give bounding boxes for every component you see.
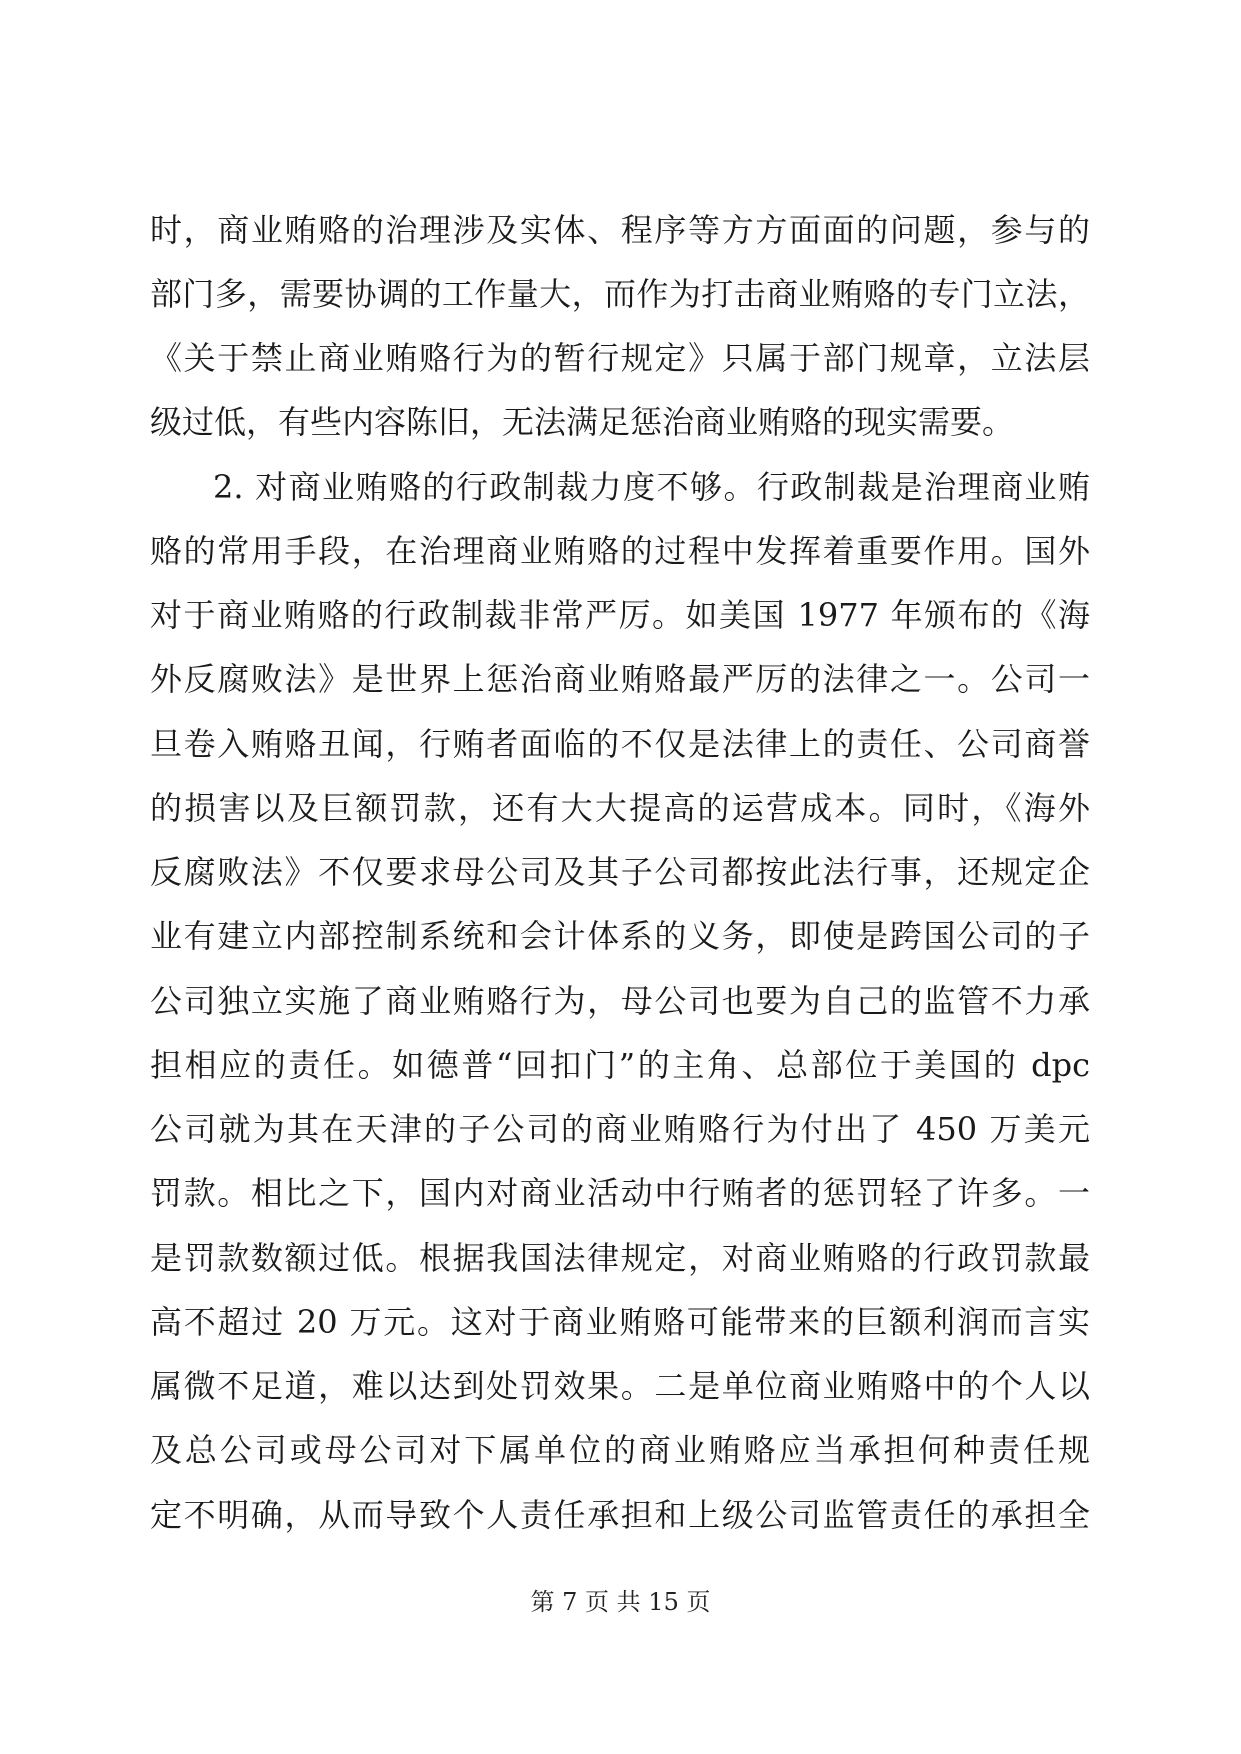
text-line	[0, 392, 1241, 452]
text-line-content: 是罚款数额过低。根据我国法律规定，对商业贿赂的行政罚款最	[150, 1239, 1090, 1277]
text-line-content: 业有建立内部控制系统和会计体系的义务，即使是跨国公司的子	[150, 917, 1090, 955]
text-line-content: 罚款。相比之下，国内对商业活动中行贿者的惩罚轻了许多。一	[150, 1174, 1090, 1212]
text-line-content: 公司独立实施了商业贿赂行为，母公司也要为自己的监管不力承	[150, 982, 1090, 1020]
text-line	[0, 778, 1241, 838]
text-line	[0, 1356, 1241, 1416]
text-line-content: 的损害以及巨额罚款，还有大大提高的运营成本。同时，《海外	[150, 789, 1090, 827]
text-line-content: 时，商业贿赂的治理涉及实体、程序等方方面面的问题，参与的	[150, 211, 1090, 249]
text-line	[0, 714, 1241, 774]
text-line-content: 高不超过 20 万元。这对于商业贿赂可能带来的巨额利润而言实	[150, 1303, 1090, 1341]
text-line	[0, 264, 1241, 324]
text-line-content: 2. 对商业贿赂的行政制裁力度不够。行政制裁是治理商业贿	[213, 468, 1090, 506]
text-line	[0, 521, 1241, 581]
text-line-content: 旦卷入贿赂丑闻，行贿者面临的不仅是法律上的责任、公司商誉	[150, 725, 1090, 763]
text-line-content: 担相应的责任。如德普“回扣门”的主角、总部位于美国的 dpc	[150, 1046, 1090, 1084]
text-line	[0, 328, 1241, 388]
text-line	[0, 1292, 1241, 1352]
text-line	[0, 1163, 1241, 1223]
text-line-content: 《关于禁止商业贿赂行为的暂行规定》只属于部门规章，立法层	[150, 339, 1090, 377]
text-line-content: 级过低，有些内容陈旧，无法满足惩治商业贿赂的现实需要。	[150, 403, 1015, 441]
text-line-content: 对于商业贿赂的行政制裁非常严厉。如美国 1977 年颁布的《海	[150, 596, 1090, 634]
text-line	[0, 906, 1241, 966]
text-line	[0, 585, 1241, 645]
text-line	[0, 1485, 1241, 1545]
text-line-content: 外反腐败法》是世界上惩治商业贿赂最严厉的法律之一。公司一	[150, 660, 1090, 698]
text-line-content: 反腐败法》不仅要求母公司及其子公司都按此法行事，还规定企	[150, 853, 1090, 891]
text-line-content: 及总公司或母公司对下属单位的商业贿赂应当承担何种责任规	[150, 1431, 1090, 1469]
text-line	[0, 1099, 1241, 1159]
text-line	[0, 649, 1241, 709]
text-line-content: 属微不足道，难以达到处罚效果。二是单位商业贿赂中的个人以	[150, 1367, 1090, 1405]
text-line-content: 部门多，需要协调的工作量大，而作为打击商业贿赂的专门立法，	[150, 275, 1090, 313]
text-line	[0, 1228, 1241, 1288]
text-line-content: 赂的常用手段，在治理商业贿赂的过程中发挥着重要作用。国外	[150, 532, 1090, 570]
text-line	[0, 842, 1241, 902]
text-line-content: 定不明确，从而导致个人责任承担和上级公司监管责任的承担全	[150, 1496, 1090, 1534]
paragraph-heading-line	[0, 457, 1241, 517]
page-number-footer: 第 7 页 共 15 页	[530, 1588, 711, 1616]
text-line	[0, 200, 1241, 260]
text-line	[0, 971, 1241, 1031]
text-line	[0, 1035, 1241, 1095]
text-line-content: 公司就为其在天津的子公司的商业贿赂行为付出了 450 万美元	[150, 1110, 1090, 1148]
text-line	[0, 1420, 1241, 1480]
